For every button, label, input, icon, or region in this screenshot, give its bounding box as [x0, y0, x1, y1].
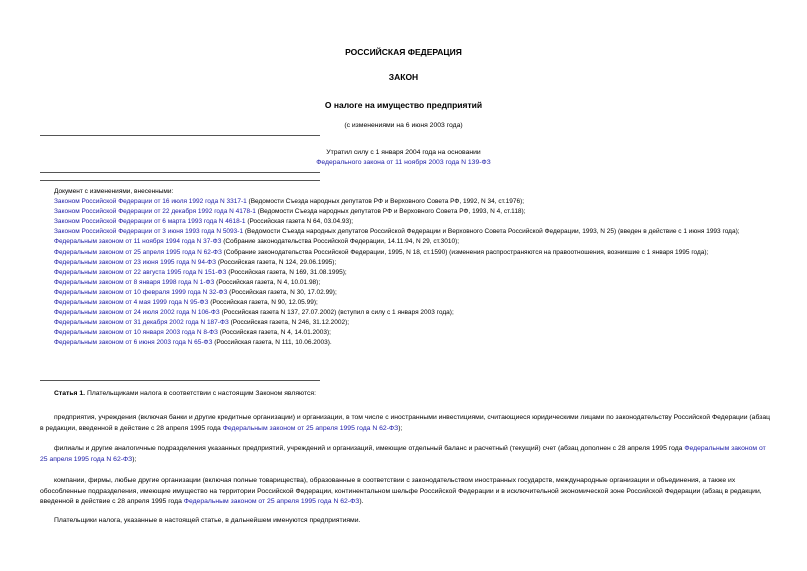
amendment-link[interactable]: Законом Российской Федерации от 22 декабря 1992 года N 4178-1 [54, 208, 256, 216]
amendment-item [40, 217, 770, 227]
amendment-link[interactable]: Федеральным законом от 10 февраля 1999 года N 32-ФЗ [54, 288, 228, 296]
amendment-link[interactable]: Федеральным законом от 23 июня 1995 года N 94-ФЗ [54, 258, 217, 266]
amendment-link[interactable]: Федеральным законом от 10 января 2003 года N 8-ФЗ [54, 329, 218, 337]
divider-line [40, 135, 320, 136]
amendment-source: (Ведомости Съезда народных депутатов Российской Федерации и Верховного Совета Российской Федерации, 1993, N 25) (введен в действие с 1 июня 1993 года); [243, 228, 740, 236]
amendment-link[interactable]: Федеральным законом от 25 апреля 1995 года N 62-ФЗ [222, 424, 399, 432]
lost-force-link[interactable]: Федерального закона от 11 ноября 2003 года N 139-ФЗ [316, 159, 491, 166]
amendment-item [40, 288, 770, 298]
amendment-link[interactable]: Федеральным законом от 25 апреля 1995 года N 62-ФЗ [54, 248, 222, 256]
amendment-item [40, 318, 770, 328]
amendment-source: (Российская газета, N 124, 29.06.1995); [216, 258, 337, 266]
amendment-item [40, 197, 770, 207]
law-title: О налоге на имущество предприятий [324, 100, 483, 110]
amendment-link[interactable]: Законом Российской Федерации от 16 июля 1992 года N 3317-1 [54, 198, 247, 206]
doc-type-heading: ЗАКОН [388, 72, 419, 82]
article-paragraph: предприятия, учреждения (включая банки и другие кредитные организации) и организации, в том числе с иностранными инвестициями, считающиеся юридическими лицами по законодательству Российской Федерации (абзац в редакции, введенной в действие с 28 апреля 1995 года Федеральным законом от 25 апреля 1995 года N 62-ФЗ); [40, 414, 770, 432]
amendment-source: (Российская газета, N 4, 10.01.98); [214, 278, 321, 286]
amendment-link[interactable]: Федеральным законом от 6 июня 2003 года N 65-ФЗ [54, 339, 213, 347]
amendment-link[interactable]: Федеральным законом от 4 мая 1999 года N 95-ФЗ [54, 299, 209, 307]
amendment-source: (Российская газета, N 90, 12.05.99); [208, 299, 318, 307]
amendment-link[interactable]: Федеральным законом от 22 августа 1995 года N 151-ФЗ [54, 268, 227, 276]
amendment-link[interactable]: Федеральным законом от 25 апреля 1995 года N 62-ФЗ [183, 498, 360, 506]
amendment-link[interactable]: Законом Российской Федерации от 6 марта 1993 года N 4618-1 [54, 218, 246, 226]
amendment-source: (Российская газета N 137, 27.07.2002) (вступил в силу с 1 января 2003 года); [219, 309, 454, 317]
amendment-link[interactable]: Федеральным законом от 25 апреля 1995 года N 62-ФЗ [40, 445, 766, 463]
divider-line [40, 172, 320, 173]
amendment-item [40, 207, 770, 217]
amendments-intro: Документ с изменениями, внесенными: [54, 188, 174, 195]
law-subtitle: (с изменениями на 6 июня 2003 года) [344, 122, 463, 129]
amendment-source: (Российская газета, N 30, 17.02.99); [227, 288, 337, 296]
article-paragraph: филиалы и другие аналогичные подразделения указанных предприятий, учреждений и организаций, имеющие отдельный баланс и расчетный (текущий) счет (абзац дополнен с 28 апреля 1995 года Федеральным законом от 25 апреля 1995 года N 62-ФЗ); [40, 445, 766, 463]
article-1-heading [40, 389, 770, 400]
amendment-link[interactable]: Федеральным законом от 11 ноября 1994 года N 37-ФЗ [54, 238, 222, 246]
amendment-source: (Ведомости Съезда народных депутатов РФ и Верховного Совета РФ, 1992, N 34, ст.1976); [246, 198, 525, 206]
amendment-item [40, 227, 770, 237]
amendment-item [40, 298, 770, 308]
amendment-source: (Ведомости Съезда народных депутатов РФ и Верховного Совета РФ, 1993, N 4, ст.118); [255, 208, 526, 216]
amendment-link[interactable]: Федеральным законом от 24 июля 2002 года N 106-ФЗ [54, 309, 220, 317]
lost-force-note: Утратил силу с 1 января 2004 года на основании [326, 149, 481, 156]
amendment-item [40, 338, 770, 348]
amendment-source: (Собрание законодательства Российской Федерации, 1995, N 18, ст.1590) (изменения распространяются на правоотношения, возникшие с 1 января 1995 года); [221, 248, 709, 256]
divider-line [40, 380, 320, 381]
amendment-item [40, 308, 770, 318]
amendment-item [40, 237, 770, 247]
amendments-list [40, 187, 770, 349]
amendment-item [40, 328, 770, 338]
lost-force-link-line [0, 159, 807, 166]
amendment-source: (Собрание законодательства Российской Федерации, 14.11.94, N 29, ст.3010); [221, 238, 460, 246]
amendment-source: (Российская газета, N 169, 31.08.1995); [226, 268, 347, 276]
article-heading-text: Плательщиками налога в соответствии с настоящим Законом являются: [85, 390, 316, 397]
amendment-source: (Российская газета, N 246, 31.12.2002); [228, 319, 350, 327]
amendment-item [40, 278, 770, 288]
country-heading: РОССИЙСКАЯ ФЕДЕРАЦИЯ [345, 47, 462, 57]
article-paragraph: компании, фирмы, любые другие организации (включая полные товарищества), образованные в соответствии с законодательством иностранных государств, международные организации и объединения, а также их обособленные подразделения, имеющие имущество на территории Российской Федерации, континентальном шельфе Российской Федерации и в исключительной экономической зоне Российской Федерации (абзац в редакции, введенной в действие с 28 апреля 1995 года Федеральным законом от 25 апреля 1995 года N 62-ФЗ). [40, 477, 762, 506]
amendment-source: (Российская газета, N 4, 14.01.2003); [217, 329, 331, 337]
article-label: Статья 1. [54, 390, 86, 397]
article-paragraph: Плательщики налога, указанные в настоящей статье, в дальнейшем именуются предприятиями. [54, 517, 361, 524]
amendment-link[interactable]: Федеральным законом от 8 января 1998 года N 1-ФЗ [54, 278, 215, 286]
amendment-source: (Российская газета, N 111, 10.06.2003). [212, 339, 332, 347]
amendment-item [40, 258, 770, 268]
amendment-item [40, 268, 770, 278]
amendment-item [40, 248, 770, 258]
divider-line [40, 180, 320, 181]
amendment-link[interactable]: Федеральным законом от 31 декабря 2002 года N 187-ФЗ [54, 319, 229, 327]
amendment-source: (Российская газета N 64, 03.04.93); [245, 218, 354, 226]
amendment-link[interactable]: Законом Российской Федерации от 3 июня 1993 года N 5093-1 [54, 228, 244, 236]
